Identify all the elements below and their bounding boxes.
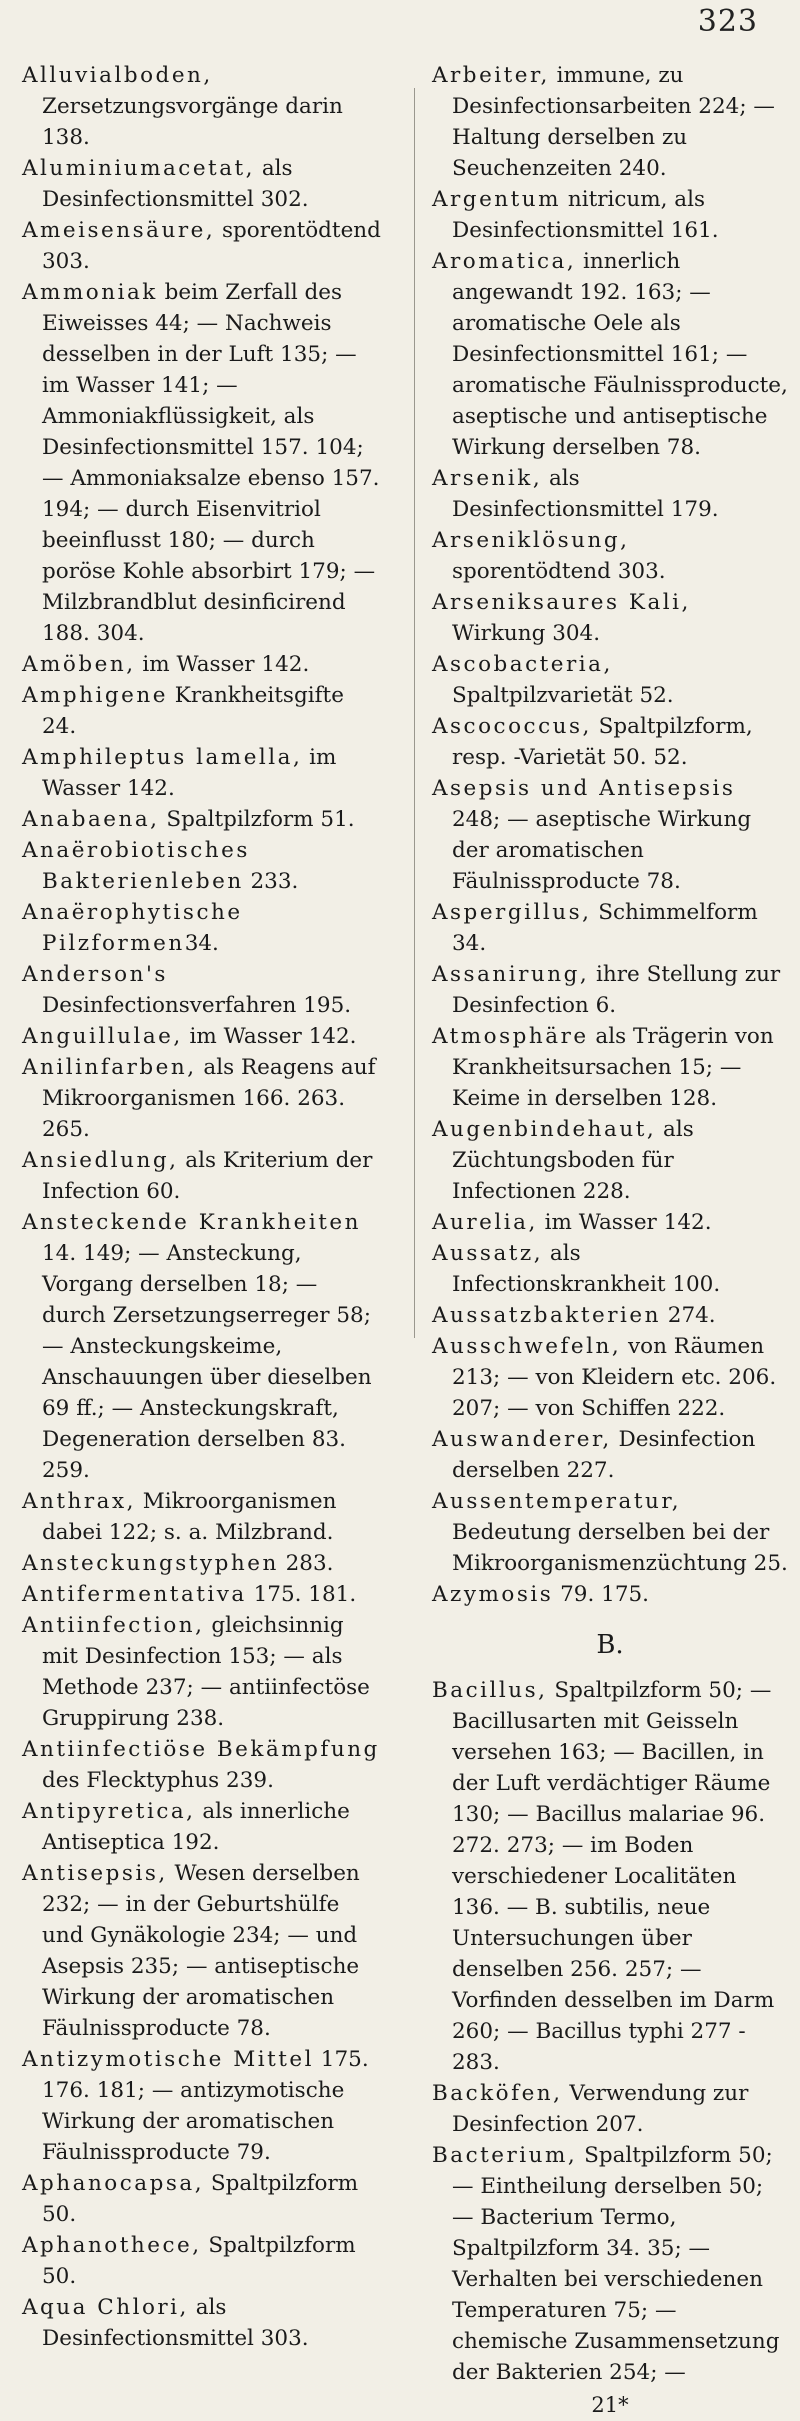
index-term: Antiinfectiöse Bekämpfung <box>22 1737 380 1762</box>
index-term: Amphigene <box>22 683 168 708</box>
index-references: als Züchtungsboden für Infectionen 228. <box>452 1117 694 1204</box>
index-entry <box>432 525 788 587</box>
index-entry <box>432 1238 788 1300</box>
page-number: 323 <box>697 4 758 39</box>
index-entry <box>22 1486 382 1548</box>
index-entry <box>22 649 382 680</box>
index-term: Aussatz, <box>432 1241 544 1266</box>
index-references: 233. <box>243 869 299 894</box>
index-entry <box>22 1052 382 1145</box>
index-entry <box>22 742 382 804</box>
index-term: Anabaena, <box>22 807 160 832</box>
index-entry <box>22 959 382 1021</box>
index-term: Aphanocapsa, <box>22 2171 205 2196</box>
index-term: Augenbindehaut, <box>432 1117 657 1142</box>
index-references: Spaltpilzform 50; — Eintheilung derselben 50; — Bacterium Termo, Spaltpilzform 34. 35; — Verhalten bei verschiedenen Temperaturen 75; — chemische Zusammensetzung der Bakterien 254; — <box>452 2143 780 2385</box>
index-references: innerlich angewandt 192. 163; — aromatische Oele als Desinfectionsmittel 161; — aromatische Fäulnissproducte, aseptische und antiseptische Wirkung derselben 78. <box>452 249 788 460</box>
index-term: Ascococcus, <box>432 714 592 739</box>
index-term: Bacillus, <box>432 1678 548 1703</box>
index-entry <box>22 835 382 897</box>
index-term: Anilinfarben, <box>22 1055 197 1080</box>
index-term: Atmosphäre <box>432 1024 589 1049</box>
index-term: Aussatzbakterien <box>432 1303 661 1328</box>
index-term: Aphanothece, <box>22 2233 202 2258</box>
index-entry <box>22 1796 382 1858</box>
index-references: sporentödtend 303. <box>42 218 381 274</box>
index-term: Anderson's <box>22 962 168 987</box>
index-entry <box>432 959 788 1021</box>
index-entry <box>432 246 788 463</box>
index-references: beim Zerfall des Eiweisses 44; — Nachweis desselben in der Luft 135; — im Wasser 141; — Ammoniakflüssigkeit, als Desinfectionsmittel 157. 104; — Ammoniaksalze ebenso 157. 194; — durch Eisenvitriol beeinflusst 180; — durch poröse Kohle absorbirt 179; — Milzbrandblut desinficirend 188. 304. <box>42 280 380 646</box>
index-references: als innerliche Antiseptica 192. <box>42 1799 350 1855</box>
index-references: 34. <box>184 931 219 956</box>
index-references: gleichsinnig mit Desinfection 153; — als Methode 237; — antiinfectöse Gruppirung 238. <box>42 1613 370 1731</box>
index-term: Ascobacteria, <box>432 652 613 677</box>
index-term: Antisepsis, <box>22 1861 168 1886</box>
index-references: als Trägerin von Krankheitsursachen 15; — Keime in derselben 128. <box>452 1024 774 1111</box>
index-references: sporentödtend 303. <box>452 559 666 584</box>
index-references: von Räumen 213; — von Kleidern etc. 206. 207; — von Schiffen 222. <box>452 1334 777 1421</box>
index-entry <box>432 773 788 897</box>
index-term: Auswanderer, <box>432 1427 612 1452</box>
index-term: Aluminiumacetat, <box>22 156 255 181</box>
index-entry <box>22 2044 382 2168</box>
index-term: Aussentemperatur, <box>432 1489 682 1514</box>
index-entry <box>22 804 382 835</box>
index-term: Alluvialboden, <box>22 63 213 88</box>
index-entry <box>432 2078 788 2140</box>
index-term: Aspergillus, <box>432 900 592 925</box>
signature-mark: 21* <box>591 2393 629 2417</box>
index-references: Spaltpilzvarietät 52. <box>452 683 674 708</box>
index-references: Wesen derselben 232; — in der Geburtshülfe und Gynäkologie 234; — und Asepsis 235; — antiseptische Wirkung der aromatischen Fäulnissproducte 78. <box>42 1861 360 2041</box>
index-references: des Flecktyphus 239. <box>42 1768 274 1793</box>
index-entry <box>432 1021 788 1114</box>
index-entry <box>432 1331 788 1424</box>
index-entry <box>432 1300 788 1331</box>
index-references: als Desinfectionsmittel 302. <box>42 156 309 212</box>
index-term: Azymosis <box>432 1582 554 1607</box>
left-column <box>22 60 382 2354</box>
right-column-b-entries <box>432 1675 788 2388</box>
index-entry <box>432 897 788 959</box>
index-references: als Desinfectionsmittel 179. <box>452 466 719 522</box>
index-references: 79. 175. <box>553 1582 650 1607</box>
index-entry <box>432 184 788 246</box>
index-entry <box>432 711 788 773</box>
index-entry <box>22 680 382 742</box>
index-term: Ansiedlung, <box>22 1148 179 1173</box>
column-divider <box>414 88 415 1338</box>
index-references: Mikroorganismen dabei 122; s. a. Milzbrand. <box>42 1489 337 1545</box>
index-references: 283. <box>278 1551 334 1576</box>
index-term: Bacterium, <box>432 2143 578 2168</box>
index-entry <box>22 277 382 649</box>
index-references: Spaltpilzform 50; — Bacillusarten mit Geisseln versehen 163; — Bacillen, in der Luft verdächtiger Räume 130; — Bacillus malariae 96. 272. 273; — im Boden verschiedener Localitäten 136. — B. subtilis, neue Untersuchungen über denselben 256. 257; — Vorfinden desselben im Darm 260; — Bacillus typhi 277 - 283. <box>452 1678 775 2075</box>
index-term: Aqua Chlori, <box>22 2295 189 2320</box>
index-references: im Wasser 142. <box>42 745 337 801</box>
index-references: Verwendung zur Desinfection 207. <box>452 2081 749 2137</box>
index-references: als Kriterium der Infection 60. <box>42 1148 373 1204</box>
index-term: Backöfen, <box>432 2081 563 2106</box>
index-references: im Wasser 142. <box>537 1210 712 1235</box>
index-term: Argentum <box>432 187 562 212</box>
index-term: Ausschwefeln, <box>432 1334 622 1359</box>
index-term: Anaërophytische Pilzformen <box>22 900 243 956</box>
index-entry <box>432 1486 788 1579</box>
index-entry <box>432 2140 788 2388</box>
index-references: im Wasser 142. <box>182 1024 357 1049</box>
index-term: Anguillulae, <box>22 1024 183 1049</box>
index-term: Arseniklösung, <box>432 528 630 553</box>
index-term: Anthrax, <box>22 1489 136 1514</box>
index-entry <box>22 153 382 215</box>
index-references: Spaltpilzform 51. <box>159 807 355 832</box>
index-entry <box>22 1734 382 1796</box>
index-references: Desinfection derselben 227. <box>452 1427 756 1483</box>
index-references: als Infectionskrankheit 100. <box>452 1241 721 1297</box>
index-entry <box>22 1207 382 1486</box>
index-references: Spaltpilzform, resp. -Varietät 50. 52. <box>452 714 753 770</box>
index-term: Aromatica, <box>432 249 577 274</box>
index-references: ihre Stellung zur Desinfection 6. <box>452 962 781 1018</box>
index-term: Ammoniak <box>22 280 158 305</box>
index-term: Arbeiter, <box>432 63 550 88</box>
index-entry <box>22 1858 382 2044</box>
index-term: Anaërobiotisches Bakterienleben <box>22 838 250 894</box>
index-references: 175. 181. <box>246 1582 357 1607</box>
index-term: Asepsis und Antisepsis <box>432 776 736 801</box>
right-column-a-entries <box>432 60 788 1610</box>
index-references: 274. <box>660 1303 716 1328</box>
index-term: Assanirung, <box>432 962 590 987</box>
index-entry <box>22 60 382 153</box>
index-references: als Reagens auf Mikroorganismen 166. 263. 265. <box>42 1055 376 1142</box>
index-references: nitricum, als Desinfectionsmittel 161. <box>452 187 719 243</box>
index-references: 14. 149; — Ansteckung, Vorgang derselben 18; — durch Zersetzungserreger 58; — Ansteckungskeime, Anschauungen über dieselben 69 ff.; — Ansteckungskraft, Degeneration derselben 83. 259. <box>42 1241 372 1483</box>
index-term: Ameisensäure, <box>22 218 216 243</box>
index-entry <box>432 1424 788 1486</box>
index-references: Schimmelform 34. <box>452 900 758 956</box>
index-references: als Desinfectionsmittel 303. <box>42 2295 309 2351</box>
index-references: Zersetzungsvorgänge darin 138. <box>42 94 343 150</box>
index-entry <box>432 1579 788 1610</box>
index-references: Desinfectionsverfahren 195. <box>42 993 352 1018</box>
index-entry <box>432 1675 788 2078</box>
index-entry <box>432 1114 788 1207</box>
index-term: Antifermentativa <box>22 1582 247 1607</box>
index-entry <box>22 1579 382 1610</box>
index-entry <box>22 1548 382 1579</box>
index-references: Spaltpilzform 50. <box>42 2233 356 2289</box>
index-references: immune, zu Desinfectionsarbeiten 224; — Haltung derselben zu Seuchenzeiten 240. <box>452 63 775 181</box>
index-entry <box>22 215 382 277</box>
index-references: 248; — aseptische Wirkung der aromatischen Fäulnissproducte 78. <box>452 807 752 894</box>
right-column <box>432 60 788 2421</box>
index-entry <box>22 2230 382 2292</box>
index-term: Antiinfection, <box>22 1613 205 1638</box>
index-references: Krankheitsgifte 24. <box>42 683 344 739</box>
index-references: Spaltpilzform 50. <box>42 2171 359 2227</box>
index-term: Amphileptus lamella, <box>22 745 303 770</box>
index-entry <box>432 60 788 184</box>
index-entry <box>432 463 788 525</box>
index-term: Antizymotische Mittel <box>22 2047 314 2072</box>
index-entry <box>22 1021 382 1052</box>
section-heading-b: B. <box>596 1630 624 1660</box>
index-references: Bedeutung derselben bei der Mikroorganismenzüchtung 25. <box>452 1520 788 1576</box>
index-term: Arsenik, <box>432 466 543 491</box>
index-term: Ansteckende Krankheiten <box>22 1210 361 1235</box>
index-entry <box>22 897 382 959</box>
index-term: Amöben, <box>22 652 136 677</box>
index-term: Arseniksaures Kali, <box>432 590 691 615</box>
index-entry <box>432 649 788 711</box>
index-entry <box>22 2292 382 2354</box>
index-term: Antipyretica, <box>22 1799 196 1824</box>
index-references: 175. 176. 181; — antizymotische Wirkung der aromatischen Fäulnissproducte 79. <box>42 2047 369 2165</box>
index-term: Ansteckungstyphen <box>22 1551 279 1576</box>
index-entry <box>22 1145 382 1207</box>
index-entry <box>22 2168 382 2230</box>
index-references: Wirkung 304. <box>452 621 601 646</box>
index-entry <box>22 1610 382 1734</box>
index-entry <box>432 1207 788 1238</box>
index-entry <box>432 587 788 649</box>
index-term: Aurelia, <box>432 1210 538 1235</box>
index-references: im Wasser 142. <box>135 652 310 677</box>
